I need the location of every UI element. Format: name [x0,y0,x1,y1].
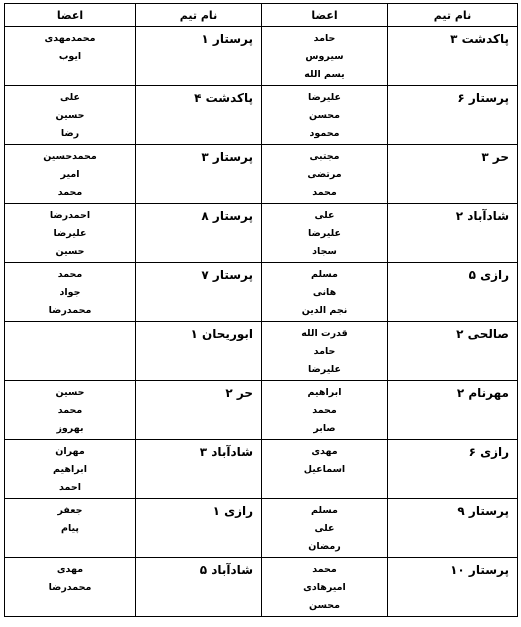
table-row [5,322,518,381]
members-cell [262,440,388,499]
table-row [5,27,518,86]
header-team-b: نام تیم [136,4,262,27]
team-name-cell: پرستار ۱۰ [388,558,518,617]
member-name: علیرضا [308,364,341,375]
member-name: علیرضا [53,228,87,239]
member-name: صابر [313,423,336,434]
team-name-cell: حر ۳ [388,145,518,204]
table-row [5,145,518,204]
member-name: هانی [312,287,337,298]
members-cell [262,381,388,440]
team-name-cell: پرستار ۶ [388,86,518,145]
member-name: سیروس [305,51,344,62]
members-cell [5,86,136,145]
member-name: جواد [59,287,81,298]
team-name-cell: شادآباد ۳ [136,440,262,499]
member-name: نجم الدین [301,305,348,316]
team-name-cell: ابوریحان ۱ [136,322,262,381]
team-name-cell: پرستار ۳ [136,145,262,204]
team-name-cell: مهرنام ۲ [388,381,518,440]
members-cell [262,263,388,322]
member-name: علیرضا [308,228,341,239]
member-name: حسین [55,246,85,257]
members-cell [5,145,136,204]
member-name: احمدرضا [49,210,91,221]
member-name: محمد [57,187,83,198]
member-name: علی [314,210,335,221]
member-name: قدرت الله [301,328,348,339]
member-name: محسن [309,110,340,121]
member-name: حامد [313,346,336,357]
team-name-cell: پرستار ۹ [388,499,518,558]
team-name-cell: رازی ۶ [388,440,518,499]
member-name: ایوب [58,51,82,62]
member-name: مسلم [311,505,338,516]
member-name: محمدمهدی [44,33,96,44]
member-name: حسین [55,387,85,398]
member-name: رضا [60,128,80,139]
team-name-cell: صالحی ۲ [388,322,518,381]
table-row [5,381,518,440]
members-cell [5,440,136,499]
member-name: علیرضا [308,92,341,103]
member-name: محمد [312,564,337,575]
member-name: مرتضی [307,169,342,180]
team-name-cell: پرستار ۷ [136,263,262,322]
member-name: سجاد [312,246,337,257]
members-cell [5,27,136,86]
members-cell [5,499,136,558]
member-name: مسلم [311,269,338,280]
members-cell [262,558,388,617]
member-name: پیام [61,523,79,534]
header-members-b: اعضا [5,4,136,27]
members-cell [262,322,388,381]
members-cell [5,381,136,440]
member-name: یسم الله [304,69,345,80]
member-name: محمد [312,187,337,198]
header-row [5,4,518,27]
team-name-cell: رازی ۱ [136,499,262,558]
member-name: حسین [55,110,85,121]
member-name: احمد [59,482,81,493]
members-cell [262,86,388,145]
member-name: جعفر [57,505,83,516]
team-name-cell: حر ۲ [136,381,262,440]
member-name: ابراهیم [307,387,342,398]
member-name: امیر [60,169,80,180]
members-cell [5,322,136,381]
table-row [5,558,518,617]
table-row [5,440,518,499]
members-cell [262,499,388,558]
member-name: ابراهیم [53,464,87,475]
member-name: اسماعیل [303,464,346,475]
team-name-cell: شادآباد ۵ [136,558,262,617]
member-name: حامد [313,33,336,44]
team-name-cell: شادآباد ۲ [388,204,518,263]
member-name: محمد [312,405,337,416]
member-name: محمدرضا [48,582,92,593]
member-name: علی [314,523,335,534]
team-name-cell: رازی ۵ [388,263,518,322]
member-name: محمدرضا [48,305,92,316]
member-name: مهران [55,446,85,457]
members-cell [5,558,136,617]
members-cell [5,263,136,322]
member-name: محمدحسین [43,151,97,162]
member-name: مهدی [56,564,84,575]
member-name: مهدی [311,446,338,457]
team-name-cell: پاکدشت ۴ [136,86,262,145]
member-name: محمد [57,269,83,280]
members-cell [262,27,388,86]
team-name-cell: پرستار ۸ [136,204,262,263]
member-name: مجتبی [309,151,340,162]
table-row [5,263,518,322]
member-name: امیرهادی [303,582,346,593]
member-name: رمضان [308,541,341,552]
header-team-a: نام تیم [388,4,518,27]
members-cell [262,145,388,204]
member-name: محمود [309,128,340,139]
members-cell [262,204,388,263]
teams-table-frame [4,3,518,617]
teams-table [4,3,518,617]
table-row [5,204,518,263]
table-row [5,86,518,145]
table-row [5,499,518,558]
team-name-cell: پرستار ۱ [136,27,262,86]
member-name: محمد [57,405,83,416]
members-cell [5,204,136,263]
team-name-cell: پاکدشت ۳ [388,27,518,86]
header-members-a: اعضا [262,4,388,27]
member-name: محسن [309,600,340,611]
teams-table-body [5,27,518,617]
member-name: بهروز [56,423,84,434]
member-name: علی [60,92,80,103]
